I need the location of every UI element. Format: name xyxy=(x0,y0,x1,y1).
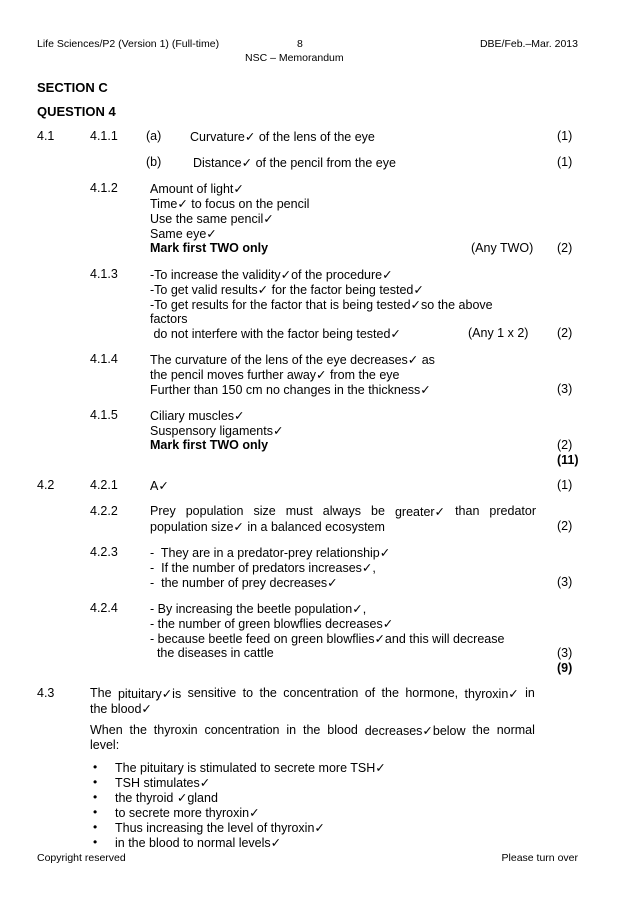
q422-word: must xyxy=(285,504,313,518)
q43-word: in xyxy=(286,723,297,737)
q43-word: hormone, xyxy=(405,686,459,700)
q422-word: be xyxy=(371,504,385,518)
q413-line: -To increase the validity✓of the procedure✓ xyxy=(150,268,393,282)
q424-line: - because beetle feed on green blowflies✓and this will decrease xyxy=(150,632,505,646)
q43-word: sensitive xyxy=(187,686,237,700)
q422-word: Prey xyxy=(150,504,176,518)
q422-word: predator xyxy=(489,504,536,518)
q415-num: 4.1.5 xyxy=(90,408,118,422)
q412-note: (Any TWO) xyxy=(471,241,534,255)
q411-a-label: (a) xyxy=(146,129,162,143)
q423-mark: (3) xyxy=(557,575,573,589)
q414-line: Further than 150 cm no changes in the thickness✓ xyxy=(150,383,431,397)
q422-word: population xyxy=(185,504,244,518)
q411-b-text: Distance✓ of the pencil from the eye xyxy=(193,156,396,170)
q415-line: Suspensory ligaments✓ xyxy=(150,424,284,438)
bullet-item: the thyroid ✓gland xyxy=(115,791,218,805)
q43-word: the xyxy=(303,723,321,737)
bullet-item: in the blood to normal levels✓ xyxy=(115,836,282,850)
q414-line: The curvature of the lens of the eye decreases✓ as xyxy=(150,353,435,367)
q415-line: Ciliary muscles✓ xyxy=(150,409,245,423)
q43-word: the xyxy=(381,686,399,700)
q43-word: concentration xyxy=(283,686,359,700)
q421-text: A✓ xyxy=(150,479,169,493)
q412-mark: (2) xyxy=(557,241,573,255)
bullet-dot: • xyxy=(93,760,98,774)
q424-line: the diseases in cattle xyxy=(150,646,274,660)
q412-num: 4.1.2 xyxy=(90,181,118,195)
q43-word: the xyxy=(472,723,490,737)
q423-line: - If the number of predators increases✓, xyxy=(150,561,376,575)
q43-word: the xyxy=(259,686,277,700)
q412-bold-note: Mark first TWO only xyxy=(150,241,269,255)
bullet-item: Thus increasing the level of thyroxin✓ xyxy=(115,821,325,835)
q413-line: -To get results for the factor that is being tested✓so the above xyxy=(150,298,493,312)
q422-line1 xyxy=(150,504,536,519)
q424-mark: (3) xyxy=(557,646,573,660)
bullet-dot: • xyxy=(93,835,98,849)
q43-word: of xyxy=(364,686,376,700)
q411-b-label: (b) xyxy=(146,155,162,169)
q43-word: concentration xyxy=(204,723,280,737)
footer-left: Copyright reserved xyxy=(37,852,126,864)
q413-line: do not interfere with the factor being tested✓ xyxy=(150,327,401,341)
q422-word: size xyxy=(253,504,276,518)
q414-line: the pencil moves further away✓ from the eye xyxy=(150,368,400,382)
q422-mark: (2) xyxy=(557,519,573,533)
q411-b-mark: (1) xyxy=(557,155,573,169)
q412-line: Same eye✓ xyxy=(150,227,217,241)
q413-note: (Any 1 x 2) xyxy=(468,326,529,340)
q412-line: Amount of light✓ xyxy=(150,182,244,196)
q43-word: to xyxy=(242,686,254,700)
q411-a-text: Curvature✓ of the lens of the eye xyxy=(190,130,375,144)
q414-mark: (3) xyxy=(557,382,573,396)
q412-line: Use the same pencil✓ xyxy=(150,212,274,226)
q43-word: The xyxy=(90,686,112,700)
q414-num: 4.1.4 xyxy=(90,352,118,366)
q42-num: 4.2 xyxy=(37,478,55,492)
q43-word: normal xyxy=(496,723,535,737)
q43-p2-line1 xyxy=(90,723,535,738)
q413-line: factors xyxy=(150,312,188,326)
q41-total: (11) xyxy=(557,453,579,467)
q411-a-mark: (1) xyxy=(557,129,573,143)
q415-mark: (2) xyxy=(557,438,573,452)
q423-line: - They are in a predator-prey relationship✓ xyxy=(150,546,391,560)
q412-line: Time✓ to focus on the pencil xyxy=(150,197,310,211)
bullet-dot: • xyxy=(93,805,98,819)
q422-line2: population size✓ in a balanced ecosystem xyxy=(150,520,385,534)
bullet-dot: • xyxy=(93,775,98,789)
section-title: SECTION C xyxy=(37,80,108,95)
q413-mark: (2) xyxy=(557,326,573,340)
q423-line: - the number of prey decreases✓ xyxy=(150,576,338,590)
q424-line: - By increasing the beetle population✓, xyxy=(150,602,367,616)
footer-right: Please turn over xyxy=(501,852,578,864)
q411-num: 4.1.1 xyxy=(90,129,118,143)
q43-word: When xyxy=(90,723,123,737)
q424-line: - the number of green blowflies decreases✓ xyxy=(150,617,394,631)
bullet-item: to secrete more thyroxin✓ xyxy=(115,806,260,820)
q43-p1-line1 xyxy=(90,686,535,701)
q43-word: pituitary✓is xyxy=(117,687,182,701)
page-number: 8 xyxy=(297,38,303,50)
q424-num: 4.2.4 xyxy=(90,601,118,615)
q43-word: blood xyxy=(327,723,358,737)
q43-num: 4.3 xyxy=(37,686,55,700)
q43-p2-line2: level: xyxy=(90,738,120,752)
question-title: QUESTION 4 xyxy=(37,104,116,119)
q42-total: (9) xyxy=(557,661,573,675)
header-sub: NSC – Memorandum xyxy=(245,52,344,64)
q423-num: 4.2.3 xyxy=(90,545,118,559)
q421-mark: (1) xyxy=(557,478,573,492)
q422-word: always xyxy=(322,504,362,518)
bullet-dot: • xyxy=(93,820,98,834)
q43-word: decreases✓below xyxy=(364,724,466,738)
q43-word: the xyxy=(129,723,147,737)
header-left: Life Sciences/P2 (Version 1) (Full-time) xyxy=(37,38,220,50)
bullet-item: TSH stimulates✓ xyxy=(115,776,211,790)
q43-word: thyroxin xyxy=(153,723,198,737)
bullet-item: The pituitary is stimulated to secrete more TSH✓ xyxy=(115,761,386,775)
q413-line: -To get valid results✓ for the factor being tested✓ xyxy=(150,283,424,297)
q413-num: 4.1.3 xyxy=(90,267,118,281)
q415-bold-note: Mark first TWO only xyxy=(150,438,269,452)
bullet-dot: • xyxy=(93,790,98,804)
q421-num: 4.2.1 xyxy=(90,478,118,492)
header-right: DBE/Feb.–Mar. 2013 xyxy=(479,38,578,50)
q41-num: 4.1 xyxy=(37,129,55,143)
q43-word: thyroxin✓ xyxy=(464,687,519,701)
q43-p1-line2: the blood✓ xyxy=(90,702,152,716)
q422-num: 4.2.2 xyxy=(90,504,118,518)
q422-word: than xyxy=(455,504,480,518)
q422-word: greater✓ xyxy=(394,505,446,519)
q43-word: in xyxy=(525,686,535,700)
